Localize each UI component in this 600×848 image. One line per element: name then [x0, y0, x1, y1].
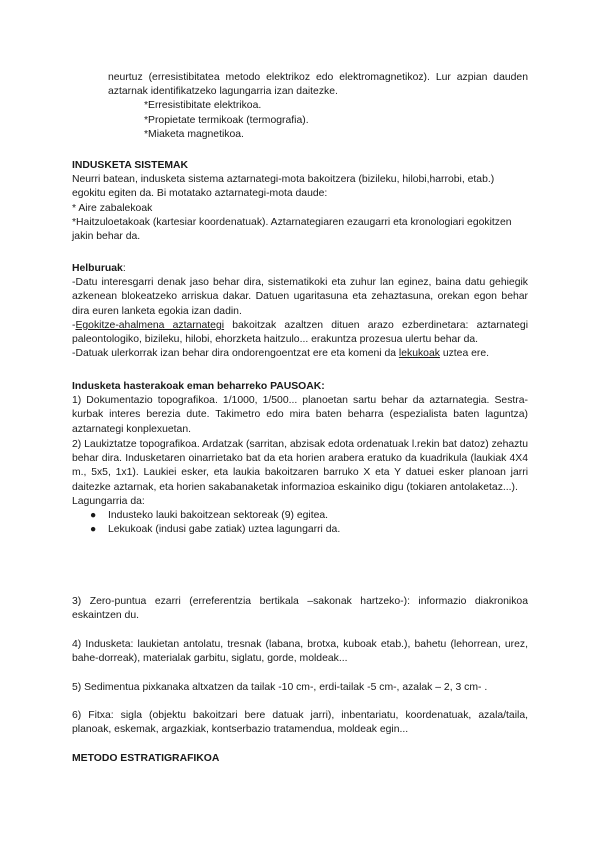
step4-block — [72, 638, 528, 666]
goal-text: uztea ere. — [439, 348, 490, 360]
section-heading: Indusketa hasterakoak eman beharreko PAUSOAK: — [72, 381, 325, 392]
heading-colon: : — [122, 263, 126, 274]
section-paragraph: Neurri batean, indusketa sistema aztarnategi-mota bakoitzera (bizileku, hilobi,harrobi, etab.) egokitu egiten da. Bi motatako aztarnategi-mota daude: — [72, 174, 495, 200]
underlined-term: lekukoak — [398, 348, 440, 360]
underlined-term: Egokitze-ahalmena aztarnategi — [75, 319, 225, 331]
step-paragraph: 4) Indusketa: laukietan antolatu, tresnak (labana, brotxa, kuboak etab.), bahetu (lehorrean, urez, bahe-dorreak), materialak garbitu, siglatu, gorde, moldeak... — [72, 639, 528, 665]
indusketa-sistemak-section — [72, 159, 528, 244]
list-item — [72, 509, 528, 523]
step3-block — [72, 595, 528, 623]
intro-section — [72, 71, 528, 142]
method-item: *Erresistibitate elektrikoa. — [144, 100, 262, 112]
step2-block — [72, 438, 528, 537]
pausoak-section — [72, 380, 528, 437]
goal-dash: - — [72, 319, 76, 331]
goal-paragraph — [72, 347, 528, 361]
list-item — [72, 523, 528, 537]
step-paragraph: 3) Zero-puntua ezarri (erreferentzia bertikala –sakonak hartzeko-): informazio diakronikoa eskaintzen du. — [72, 596, 528, 622]
goal-text: -Datuak ulerkorrak izan behar dira ondorengoentzat ere eta komeni da — [72, 348, 399, 360]
goal-paragraph — [72, 319, 528, 347]
step-paragraph: 1) Dokumentazio topografikoa. 1/1000, 1/500... planoetan sartu behar da aztarnategia. Sestra- kurbak interes berezia dute. Takimetro edo mira baten beharra (espezialista baten laguntza) aztarnategi konplexuetan. — [72, 395, 528, 435]
method-item: *Propietate termikoak (termografia). — [144, 114, 309, 126]
intro-paragraph: neurtuz (erresistibitatea metodo elektrikoz edo elektromagnetikoz). Lur azpian dauden aztarnak identifikatzeko lagungarria izan daitezke. — [108, 72, 528, 98]
goal-text: bakoitzak azaltzen dituen arazo ezberdinetara: aztarnategi paleontologiko, bizileku, hilobi, ehorzketa haitzulo... erakuntza prozesua ulertu behar da. — [72, 319, 529, 346]
goal-paragraph: -Datu interesgarri denak jaso behar dira, sistematikoki eta zuhur lan eginez, baina datu gehiegik azkenean blokeatzeko arriskua dakar. Datuen ugaritasuna eta zehaztasuna, orekan egon behar dira euren lanketa egokia izan dadin. — [72, 277, 528, 317]
bullet-list — [72, 509, 528, 537]
bullet-icon: ● — [90, 510, 97, 522]
step6-block — [72, 709, 528, 737]
metodo-section — [72, 752, 528, 766]
lagungarria-label: Lagungarria da: — [72, 495, 145, 507]
method-item: *Miaketa magnetikoa. — [144, 128, 244, 140]
step-paragraph: 6) Fitxa: sigla (objektu bakoitzari bere datuak jarri), inbentariatu, koordenatuak, azala/taila, planoak, eskemak, argazkiak, kontserbazio tratamendua, moldeak egin... — [72, 710, 528, 736]
list-item-text: Industeko lauki bakoitzean sektoreak (9) egitea. — [108, 510, 329, 522]
bullet-icon: ● — [90, 524, 97, 536]
site-type-item: *Haitzuloetakoak (kartesiar koordenatuak). Aztarnategiaren ezaugarri eta kronologiari egokitzen jakin behar da. — [72, 216, 512, 243]
section-heading: METODO ESTRATIGRAFIKOA — [72, 753, 220, 764]
step5-block — [72, 681, 528, 695]
site-type-item: * Aire zabalekoak — [72, 202, 153, 214]
helburuak-title: Helburuak — [72, 263, 123, 274]
list-item-text: Lekukoak (indusi gabe zatiak) uztea lagungarri da. — [108, 524, 341, 536]
step-paragraph: 5) Sedimentua pixkanaka altxatzen da tailak -10 cm-, erdi-tailak -5 cm-, azalak – 2, 3 cm- . — [72, 682, 488, 693]
step-paragraph: 2) Laukiztatze topografikoa. Ardatzak (sarritan, abzisak edota ordenatuak l.rekin bat datoz) zehaztu behar dira. Indusketaren oinarrietako bat da eta horien arabera eratuko da kuadrikula (laukiak 4X4 m., 5x5, 1x1). Laukiei esker, eta laukia bakoitzaren barruko X eta Y datuei esker planoan jarri daitezke aztarnak, eta horien sakabanaketak informazioa eskainiko digu (tokiaren antolaketaz...). — [72, 439, 528, 493]
helburuak-section — [72, 262, 528, 361]
section-heading: INDUSKETA SISTEMAK — [72, 160, 189, 171]
section-heading — [72, 262, 528, 276]
